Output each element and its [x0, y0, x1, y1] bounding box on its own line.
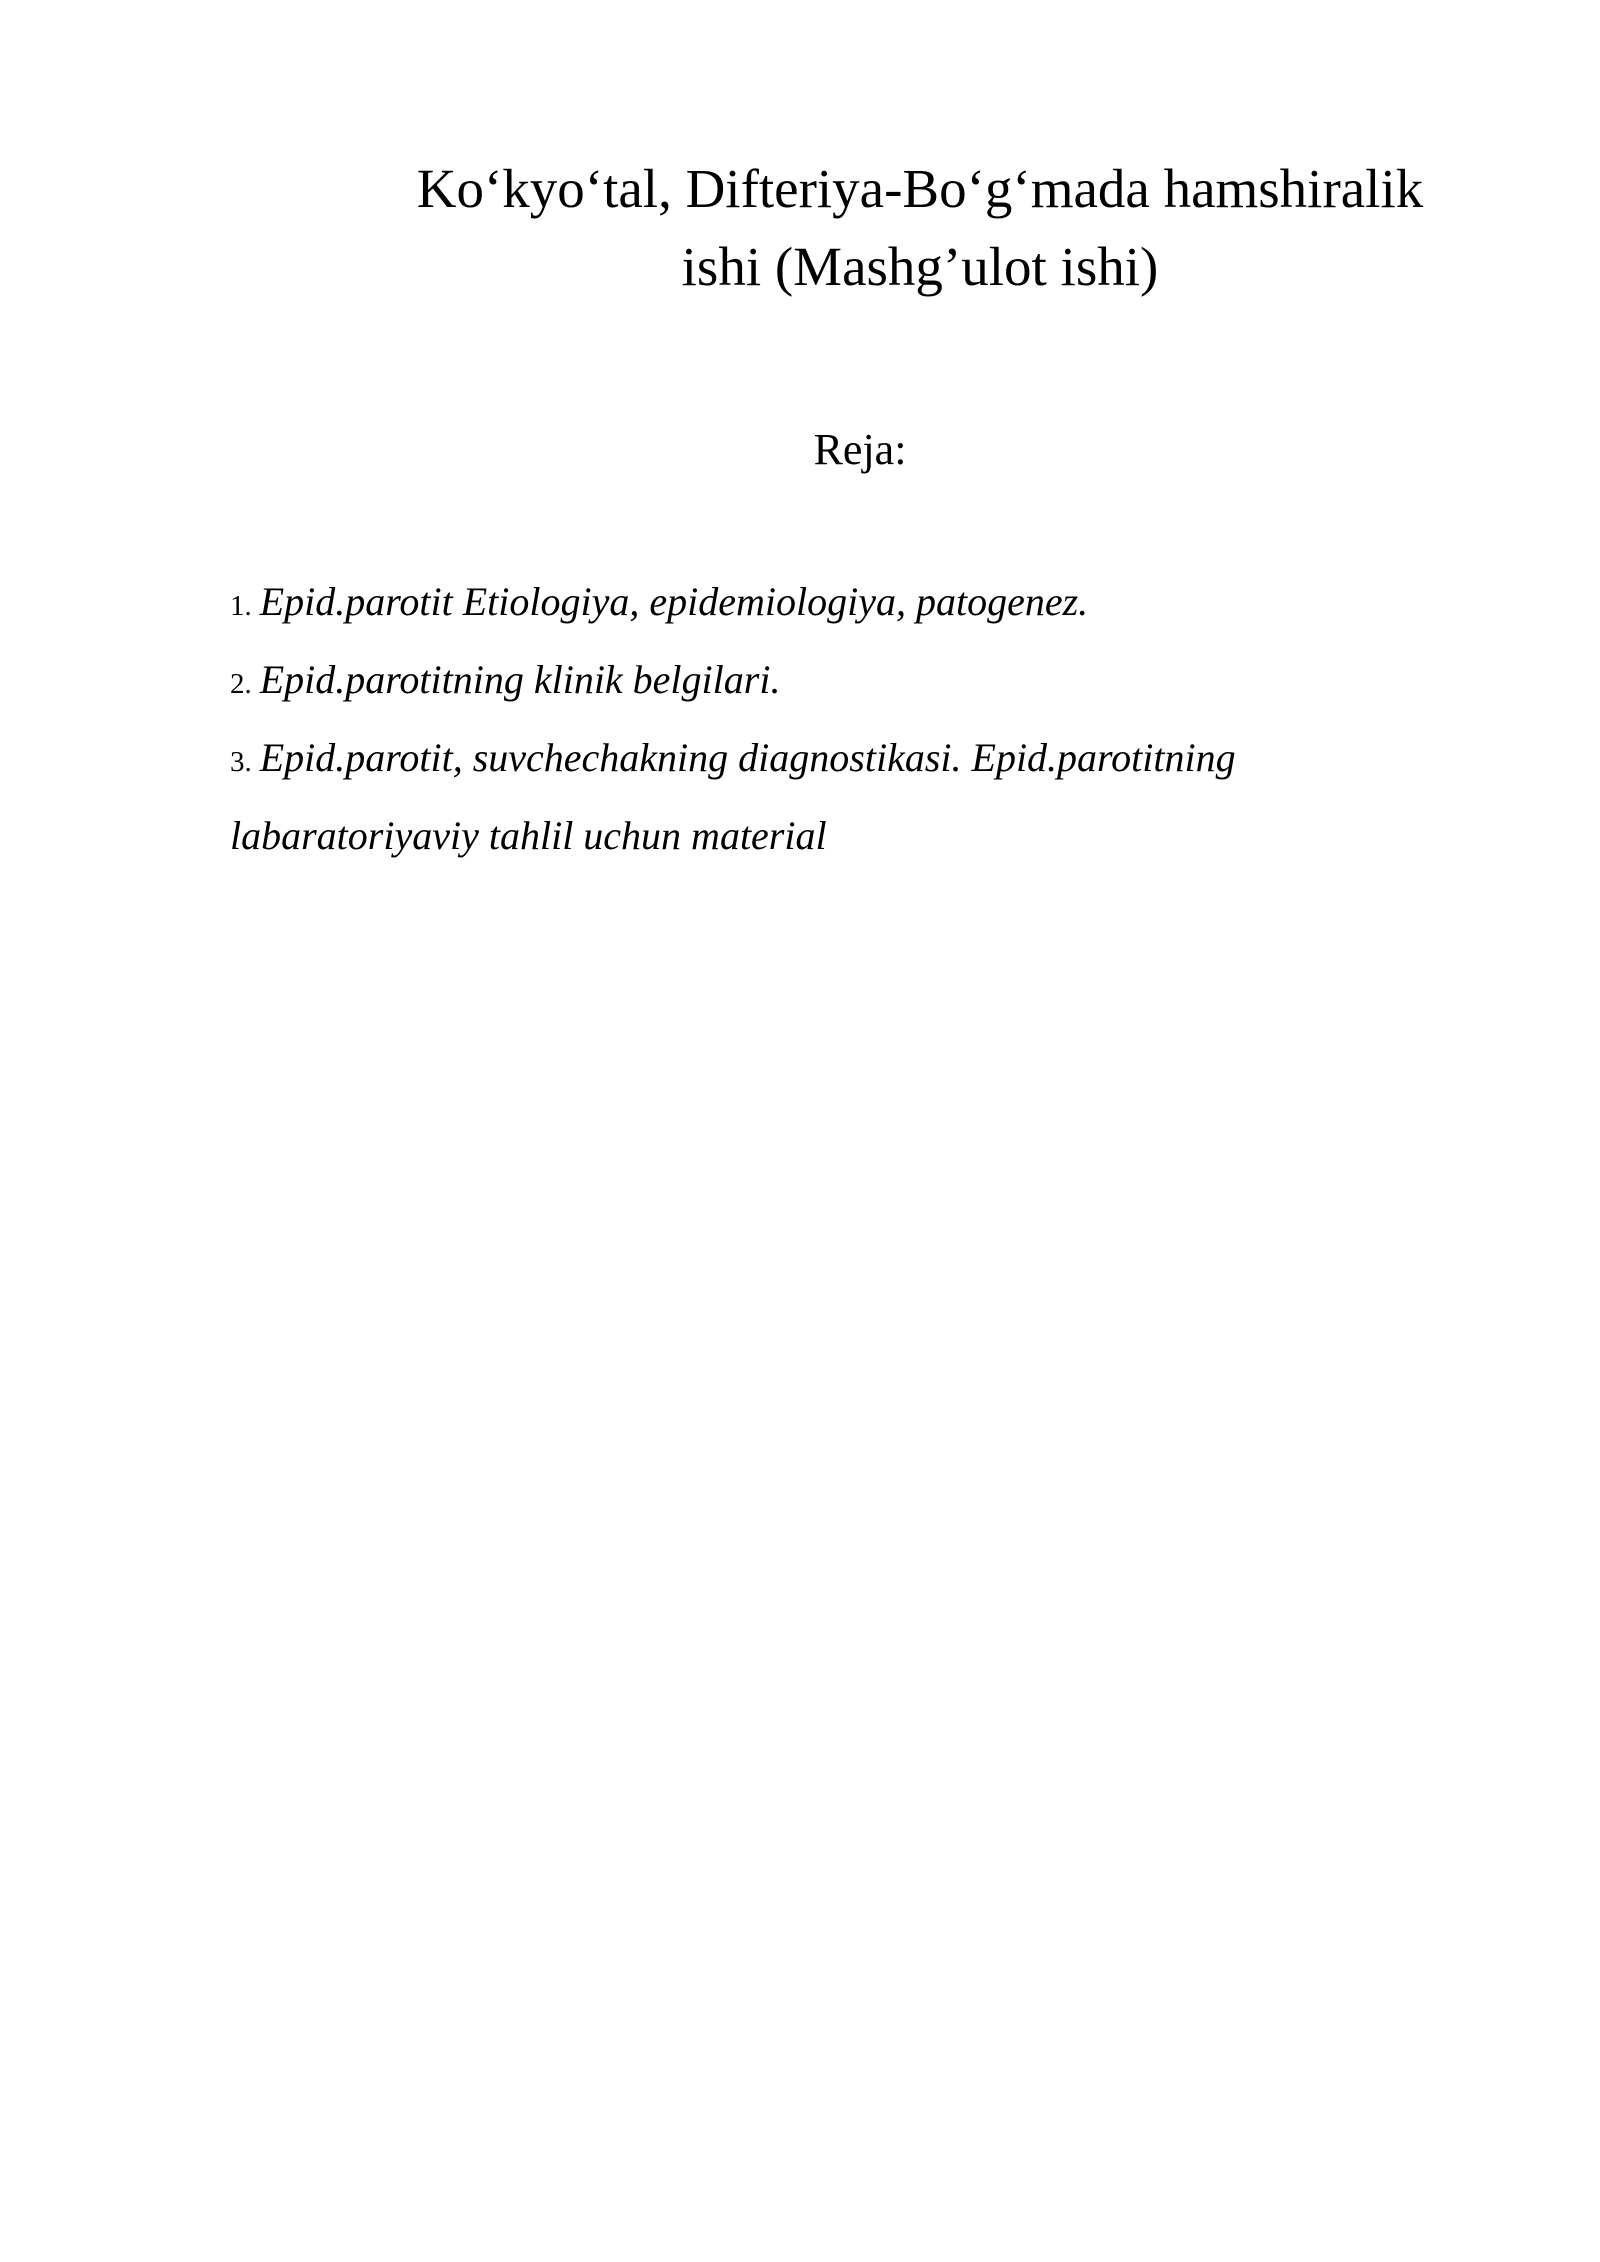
title-line-1: Ko‘kyo‘tal, Difteriya-Bo‘g‘mada hamshiralik [416, 158, 1424, 219]
plan-item-number: 3. [230, 746, 252, 778]
plan-item-number: 2. [230, 668, 252, 700]
plan-item-continuation-text: labaratoriyaviy tahlil uchun material [230, 813, 827, 858]
document-title [300, 150, 1540, 306]
plan-item-text: Epid.parotit Etiologiya, epidemiologiya, patogenez. [259, 579, 1089, 624]
plan-list [230, 565, 1430, 873]
plan-item-number: 1. [230, 590, 252, 622]
plan-item [230, 565, 1430, 643]
title-line-2: ishi (Mashg’ulot ishi) [681, 236, 1159, 297]
plan-heading: Reja: [813, 425, 907, 474]
plan-item-text: Epid.parotitning klinik belgilari. [259, 657, 781, 702]
plan-item-continuation [230, 799, 1430, 873]
plan-item [230, 721, 1430, 799]
plan-item-text: Epid.parotit, suvchechakning diagnostikasi. Epid.parotitning [259, 735, 1236, 780]
plan-item [230, 643, 1430, 721]
